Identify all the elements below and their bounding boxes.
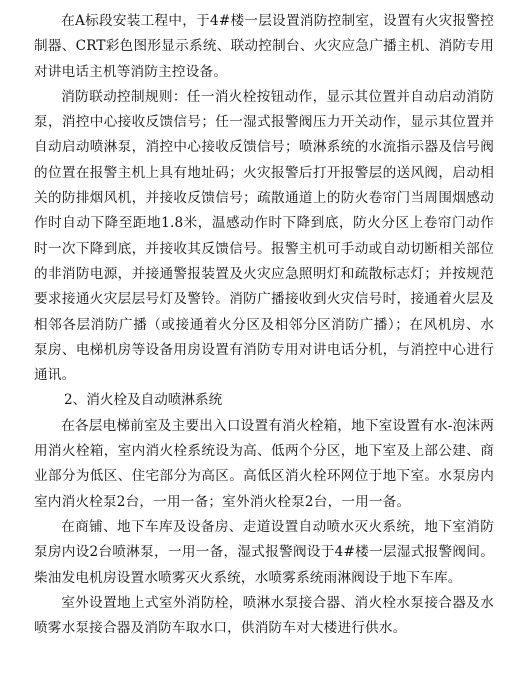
document-page	[34, 9, 494, 641]
paragraph-outdoor-hydrants: 室外设置地上式室外消防栓，喷淋水泵接合器、消火栓水泵接合器及水喷雾水泵接合器及消防车取水口，供消防车对大楼进行供水。	[34, 594, 494, 637]
section-heading: 2、消火栓及自动喷淋系统	[64, 392, 223, 409]
paragraph-control-room: 在A标段安装工程中，于4#楼一层设置消防控制室，设置有火灾报警控制器、CRT彩色图形显示系统、联动控制台、火灾应急广播主机、消防专用对讲电话主机等消防主控设备。	[34, 13, 494, 80]
paragraph-sprinkler-system: 在商铺、地下车库及设备房、走道设置自动喷水灭火系统，地下室消防泵房内设2台喷淋泵，一用一备，湿式报警阀设于4#楼一层湿式报警阀间。柴油发电机房设置水喷雾灭火系统，水喷雾系统雨淋阀设于地下车库。	[34, 518, 494, 586]
paragraph-hydrant-boxes: 在各层电梯前室及主要出入口设置有消火栓箱，地下室设置有水-泡沫两用消火栓箱，室内消火栓系统设为高、低两个分区，地下室及上部公建、商业部分为低区、住宅部分为高区。高低区消火栓环网位于地下室。水泵房内室内消火栓泵2台，一用一备；室外消火栓泵2台，一用一备。	[34, 417, 494, 510]
paragraph-linkage-rules: 消防联动控制规则：任一消火栓按钮动作，显示其位置并自动启动消防泵，消控中心接收反馈信号；任一湿式报警阀压力开关动作，显示其位置并自动启动喷淋泵，消控中心接收反馈信号；喷淋系统的水流指示器及信号阀的位置在报警主机上具有地址码；火灾报警后打开报警层的送风阀，启动相关的防排烟风机，并接收反馈信号；疏散通道上的防火卷帘门当周围烟感动作时自动下降至距地1.8米，温感动作时下降到底，防火分区上卷帘门动作时一次下降到底，并接收其反馈信号。报警主机可手动或自动切断相关部位的非消防电源，并接通警报装置及火灾应急照明灯和疏散标志灯；并按规范要求接通火灾层层号灯及警铃。消防广播接收到火灾信号时，接通着火层及相邻各层消防广播（或接通着火分区及相邻分区消防广播）；在风机房、水泵房、电梯机房等设备用房设置有消防专用对讲电话分机，与消控中心进行通讯。	[34, 88, 494, 384]
